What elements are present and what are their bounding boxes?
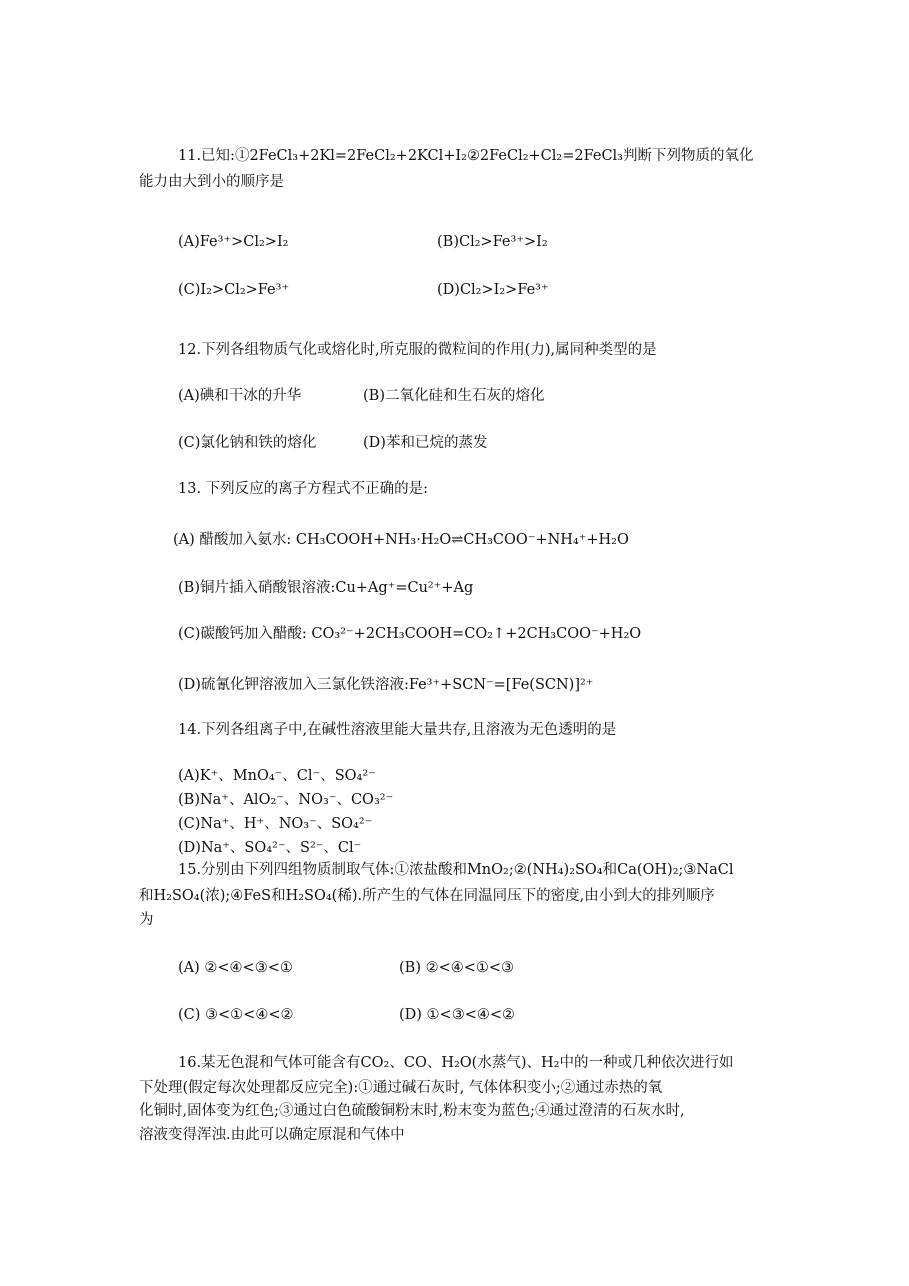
question-12-stem: 12.下列各组物质气化或熔化时,所克服的微粒间的作用(力),属同种类型的是	[178, 342, 657, 358]
question-11-line-1: 11.已知:①2FeCl₃+2Kl=2FeCl₂+2KCl+I₂②2FeCl₂+Cl₂=2FeCl₃判断下列物质的氧化	[178, 148, 754, 164]
question-16-line-3: 化铜时,固体变为红色;③通过白色硫酸铜粉末时,粉末变为蓝色;④通过澄清的石灰水时,	[139, 1103, 685, 1119]
question-14-option-c: (C)Na⁺、H⁺、NO₃⁻、SO₄²⁻	[178, 816, 373, 832]
question-14-option-a: (A)K⁺、MnO₄⁻、Cl⁻、SO₄²⁻	[178, 768, 376, 784]
question-15-line-3: 为	[139, 912, 154, 928]
question-15-option-d: (D) ①<③<④<②	[399, 1007, 515, 1023]
question-11-option-d: (D)Cl₂>I₂>Fe³⁺	[437, 282, 549, 298]
question-11-line-2: 能力由大到小的顺序是	[139, 174, 284, 190]
question-12-option-a: (A)碘和干冰的升华	[178, 388, 302, 404]
question-15-option-b: (B) ②<④<①<③	[399, 960, 515, 976]
question-12-option-b: (B)二氧化硅和生石灰的熔化	[363, 388, 545, 404]
question-12-option-d: (D)苯和已烷的蒸发	[363, 435, 488, 451]
question-16-line-2: 下处理(假定每次处理都反应完全):①通过碱石灰时, 气体体积变小;②通过赤热的氧	[139, 1080, 663, 1096]
question-14-option-b: (B)Na⁺、AlO₂⁻、NO₃⁻、CO₃²⁻	[178, 792, 394, 808]
question-16-line-1: 16.某无色混和气体可能含有CO₂、CO、H₂O(水蒸气)、H₂中的一种或几种依次进行如	[178, 1055, 734, 1071]
question-13-option-d: (D)硫氰化钾溶液加入三氯化铁溶液:Fe³⁺+SCN⁻=[Fe(SCN)]²⁺	[178, 677, 594, 693]
question-16-line-4: 溶液变得浑浊.由此可以确定原混和气体中	[139, 1127, 405, 1143]
question-11-option-a: (A)Fe³⁺>Cl₂>I₂	[178, 234, 289, 250]
question-14-stem: 14.下列各组离子中,在碱性溶液里能大量共存,且溶液为无色透明的是	[178, 722, 617, 738]
question-11-option-b: (B)Cl₂>Fe³⁺>I₂	[437, 234, 548, 250]
question-13-stem: 13. 下列反应的离子方程式不正确的是:	[178, 481, 429, 497]
question-11-option-c: (C)I₂>Cl₂>Fe³⁺	[178, 282, 290, 298]
question-13-option-b: (B)铜片插入硝酸银溶液:Cu+Ag⁺=Cu²⁺+Ag	[178, 580, 474, 596]
question-13-option-c: (C)碳酸钙加入醋酸: CO₃²⁻+2CH₃COOH=CO₂↑+2CH₃COO⁻+H₂O	[178, 626, 642, 642]
question-13-option-a: (A) 醋酸加入氨水: CH₃COOH+NH₃·H₂O⇌CH₃COO⁻+NH₄⁺+H₂O	[173, 532, 629, 548]
question-12-option-c: (C)氯化钠和铁的熔化	[178, 435, 317, 451]
question-15-line-2: 和H₂SO₄(浓);④FeS和H₂SO₄(稀).所产生的气体在同温同压下的密度,由小到大的排列顺序	[139, 888, 715, 904]
question-15-option-a: (A) ②<④<③<①	[178, 960, 293, 976]
question-15-option-c: (C) ③<①<④<②	[178, 1007, 294, 1023]
question-14-option-d: (D)Na⁺、SO₄²⁻、S²⁻、Cl⁻	[178, 840, 362, 856]
question-15-line-1: 15.分别由下列四组物质制取气体:①浓盐酸和MnO₂;②(NH₄)₂SO₄和Ca(OH)₂;③NaCl	[178, 862, 734, 878]
